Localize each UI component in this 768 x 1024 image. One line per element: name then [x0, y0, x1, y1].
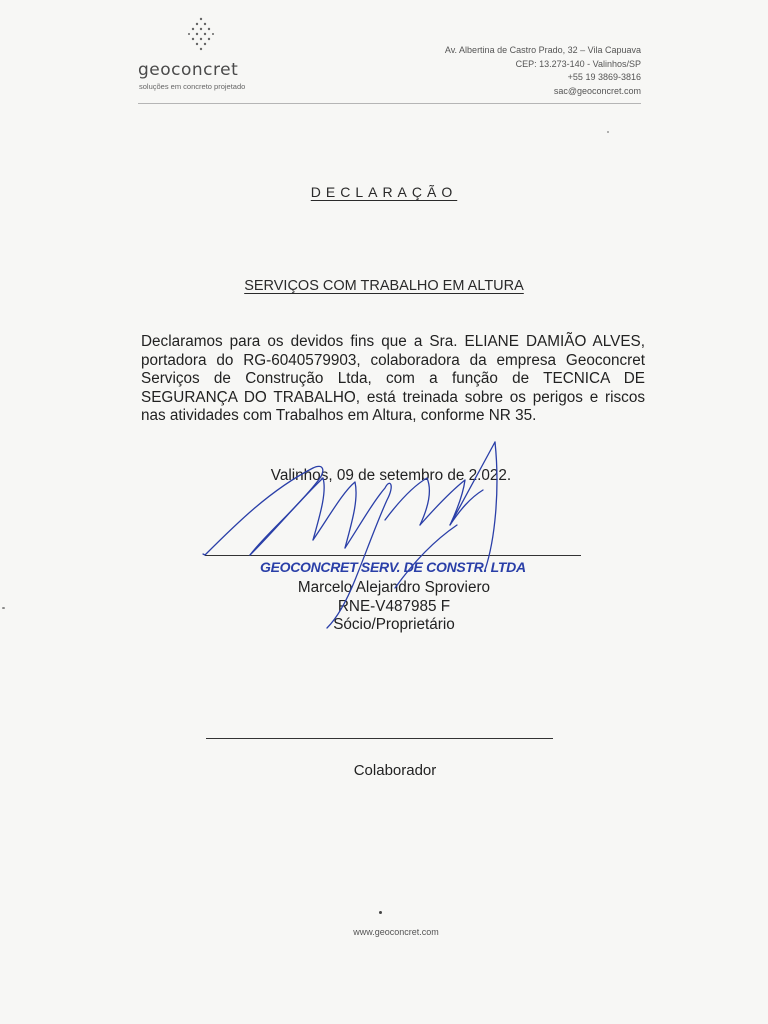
- paper-speck: [2, 607, 5, 609]
- address-email: sac@geoconcret.com: [553, 85, 641, 96]
- document-subtitle: SERVIÇOS COM TRABALHO EM ALTURA: [244, 278, 524, 294]
- company-logo: [138, 16, 268, 96]
- paper-speck: [607, 131, 609, 133]
- collaborator-signature-line: [206, 738, 553, 739]
- signer-role: Sócio/Proprietário: [333, 616, 455, 633]
- logo-wordmark: geoconcret: [138, 60, 239, 80]
- signature-line: [205, 555, 581, 556]
- address-cep: CEP: 13.273-140 - Valinhos/SP: [515, 58, 641, 69]
- company-stamp: GEOCONCRET SERV. DE CONSTR. LTDA: [260, 559, 526, 575]
- dot-grid-logo-icon: [186, 16, 216, 56]
- header-divider: [138, 103, 641, 104]
- declaration-date: Valinhos, 09 de setembro de 2.022.: [270, 467, 512, 484]
- signer-block: [0, 579, 768, 635]
- logo-tagline: soluções em concreto projetado: [139, 82, 246, 91]
- document-title: DECLARAÇÃO: [310, 184, 458, 200]
- signer-id: RNE-V487985 F: [337, 597, 451, 615]
- footer-website: www.geoconcret.com: [353, 927, 439, 937]
- address-phone: +55 19 3869-3816: [567, 72, 641, 82]
- declaration-body: Declaramos para os devidos fins que a Sra. ELIANE DAMIÃO ALVES, portadora do RG-6040579903, colaboradora da empresa Geoconcret Serviços de Construção Ltda, com a função de TECNICA DE SEGURANÇA DO TRABALHO, está treinada sobre os perigos e riscos nas atividades com Trabalhos em Altura, conforme NR 35.: [141, 333, 645, 424]
- collaborator-label: Colaborador: [353, 762, 437, 779]
- signer-name: Marcelo Alejandro Sproviero: [297, 579, 491, 596]
- paper-speck: [379, 911, 382, 914]
- address-street: Av. Albertina de Castro Prado, 32 – Vila Capuava: [444, 45, 641, 55]
- company-address: [445, 44, 641, 98]
